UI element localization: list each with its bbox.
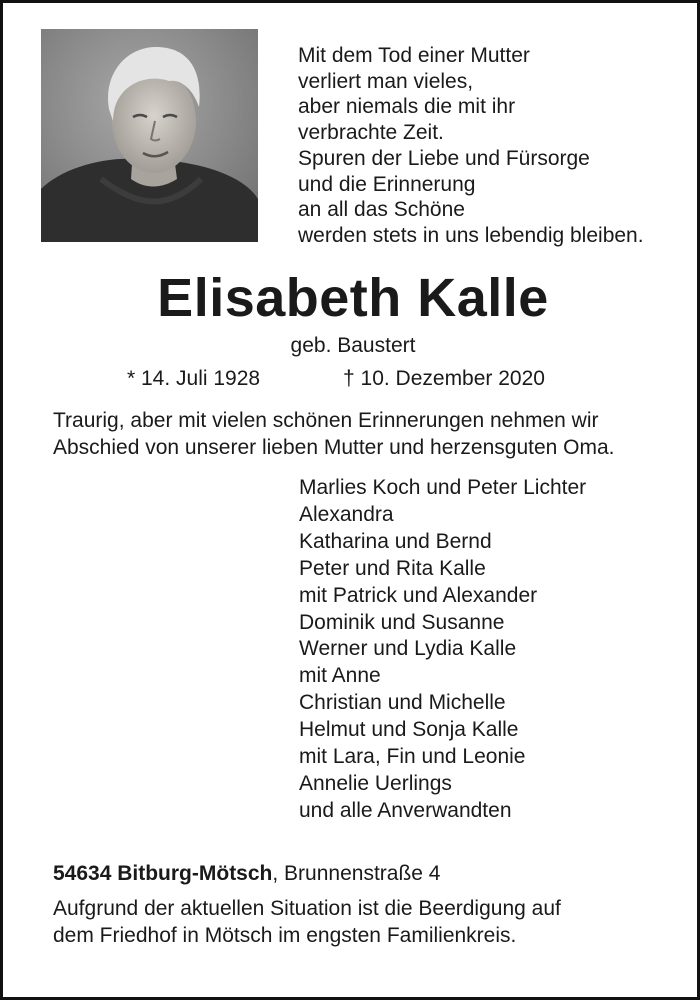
poem-line: verliert man vieles, (298, 69, 474, 93)
family-member: Marlies Koch und Peter Lichter (299, 476, 587, 499)
address-street: , Brunnenstraße 4 (272, 862, 441, 885)
birth-date: * 14. Juli 1928 (127, 367, 261, 390)
portrait-photo (41, 29, 258, 242)
family-member: Christian und Michelle (299, 691, 506, 715)
note-line: dem Friedhof in Mötsch im engsten Familienkreis. (53, 924, 517, 947)
death-date: † 10. Dezember 2020 (343, 367, 545, 390)
poem (298, 43, 678, 249)
family-member: Alexandra (299, 502, 394, 526)
intro-line: Abschied von unserer lieben Mutter und herzensguten Oma. (53, 436, 615, 459)
poem-line: verbrachte Zeit. (298, 121, 444, 145)
poem-line: Mit dem Tod einer Mutter (298, 44, 530, 67)
poem-line: an all das Schöne (298, 198, 465, 222)
poem-line: werden stets in uns lebendig bleiben. (298, 223, 644, 247)
intro-text (53, 407, 673, 461)
family-member: und alle Anverwandten (299, 798, 512, 822)
poem-line: Spuren der Liebe und Fürsorge (298, 146, 590, 170)
family-member: Helmut und Sonja Kalle (299, 718, 519, 742)
maiden-name: geb. Baustert (290, 334, 416, 357)
address (53, 862, 440, 886)
family-member: Annelie Uerlings (299, 771, 452, 795)
family-member: Katharina und Bernd (299, 529, 492, 553)
family-member: Dominik und Susanne (299, 610, 505, 634)
intro-line: Traurig, aber mit vielen schönen Erinnerungen nehmen wir (53, 409, 599, 432)
family-member: mit Lara, Fin und Leonie (299, 745, 526, 769)
address-place: 54634 Bitburg-Mötsch (53, 862, 273, 885)
deceased-name: Elisabeth Kalle (157, 268, 549, 328)
family-list (299, 475, 679, 825)
portrait-photo-icon (41, 29, 258, 242)
family-member: mit Anne (299, 664, 381, 688)
poem-line: aber niemals die mit ihr (298, 95, 516, 119)
funeral-note (53, 895, 673, 949)
poem-line: und die Erinnerung (298, 172, 476, 196)
note-line: Aufgrund der aktuellen Situation ist die Beerdigung auf (53, 897, 561, 920)
family-member: mit Patrick und Alexander (299, 583, 538, 607)
family-member: Peter und Rita Kalle (299, 556, 486, 580)
family-member: Werner und Lydia Kalle (299, 637, 517, 661)
